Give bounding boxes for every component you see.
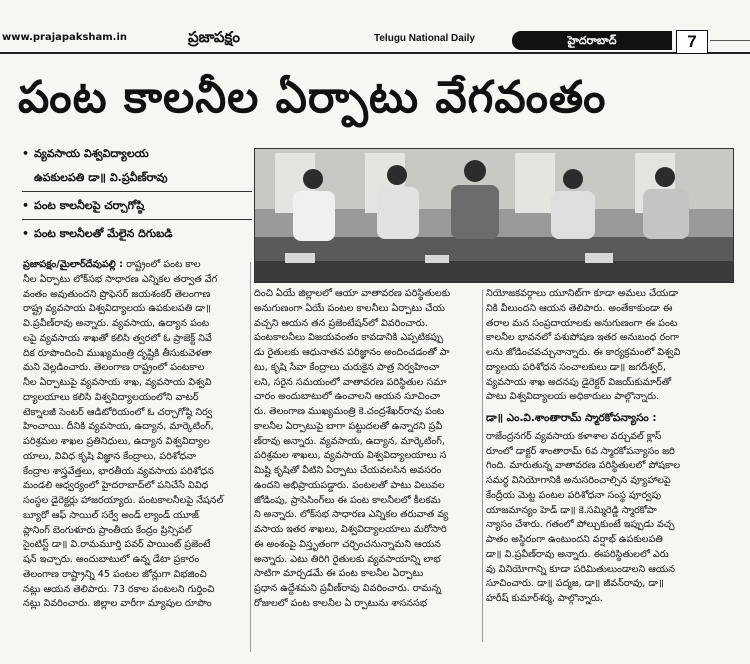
article-line: షన్ ఇచ్చారు. అందుబాటులో ఉన్న డేటా ప్రకారం xyxy=(23,554,200,565)
article-line: ద్యాలయ పరిశోధన సంచాలకులు డా॥ జగదీశ్వర్, xyxy=(486,361,666,373)
panel-discussion-image xyxy=(255,149,733,282)
dateline: ప్రజాపక్షం/మైలార్‌దేవుపల్లి : xyxy=(23,259,124,270)
masthead-rule xyxy=(710,40,750,41)
article-line: చారం అందుబాటులో ఉంచాలని ఆయన సూచించా xyxy=(254,391,441,403)
article-line: లని, సరైన సమయంలో వాతావరణ పరిస్థితుల సమా xyxy=(254,376,447,388)
highlight-line: • వ్యవసాయ విశ్వవిద్యాలయ xyxy=(34,147,149,160)
article-line: తెలంగాణ రాష్ట్రాన్ని 45 పంటల జోన్లుగా విభజించి xyxy=(23,568,207,580)
article-line: హరీష్ కుమార్‌శర్మ, పాల్గొన్నారు. xyxy=(486,593,603,604)
article-line: మని వెల్లడించారు. తెలంగాణ రాష్ట్రంలో పంటకాల xyxy=(23,362,205,374)
highlight-line: • పంట కాలనీలపై చర్చాగోష్ఠి xyxy=(34,199,145,212)
article-line: దించి ఏయే జిల్లాలలో ఆయా వాతావరణ పరిస్థితులకు xyxy=(254,288,451,299)
event-photo xyxy=(254,148,734,283)
article-line: జోడింపు, ప్రాసెసింగ్‌లు ఈ పంట కాలనీలలో కీలకమ xyxy=(254,494,441,506)
masthead xyxy=(0,0,750,54)
article-line: సంస్థల డైరెక్టర్లు హాజరయ్యారు. పంటకాలనీలపై నేషనల్ xyxy=(23,495,224,506)
article-line: సైంటిస్ట్ డా॥ వి.రామమూర్తి పవర్ పాయింట్ ప్రజెంటే xyxy=(23,539,211,551)
article-line: న్యాసం చేశారు. గతంలో పోల్చుకుంటే ఇప్పుడు వచ్చ xyxy=(486,519,675,531)
article-column-2 xyxy=(254,287,480,612)
article-line: నీల ఏర్పాటుపై వ్యవసాయ శాఖ, వ్యవసాయ విశ్వవి xyxy=(23,377,212,388)
article-line: ప్రధాన ఉద్దేశమని ప్రవీణ్‌రావు వివరించారు. రామన్న xyxy=(254,583,442,594)
highlight-item xyxy=(22,146,252,186)
article-line: యాలు, వివిధ కృషి విజ్ఞాన కేంద్రాలు, పరిశోధనా xyxy=(23,450,197,462)
highlights-box xyxy=(22,146,252,247)
article-line: అనుగుణంగా ఏయే పంటల కాలనీలు ఏర్పాటు చేయ xyxy=(254,302,445,314)
article-line: నీల ఏర్పాటు లోక్‌సభ సాధారణ ఎన్నికల తర్వాత వేగ xyxy=(23,273,218,285)
article-line: కాలనీల భావనలో పశుపోషణ ఇతర అనుబంధ రంగా xyxy=(486,332,679,344)
article-column-1 xyxy=(23,258,248,612)
paper-tagline: Telugu National Daily xyxy=(374,33,475,44)
article-line: వసాయ ఇతర శాఖలు, విశ్వవిద్యాలయాలు మరోసారి xyxy=(254,524,447,535)
article-column-3 xyxy=(486,287,732,607)
article-line: రోజులలో పంట కాలనీల ఏ ర్పాటును శాసనసభ xyxy=(254,597,427,609)
article-line xyxy=(23,258,248,273)
article-line: రాష్ట్ర వ్యవసాయ విశ్వవిద్యాలయ ఉపకులపతి డా॥ xyxy=(23,303,211,315)
article-line: నట్లు ఆయన తెలిపారు. 73 రకాల పంటలని గుర్తించి xyxy=(23,583,215,595)
article-line: తరాల మన సంప్రదాయాలకు అనుగుణంగా ఈ పంట xyxy=(486,317,678,329)
city-tab: హైదరాబాద్ xyxy=(512,31,672,50)
article-line: ప్లానింగ్ బెంగుళూరు ప్రాంతీయ కేంద్రం ప్రిన్సిపల్ xyxy=(23,524,192,536)
highlight-line: • పంట కాలనీలతో మేలైన దిగుబడి xyxy=(34,227,173,240)
article-line: డా॥ వి.ప్రవీణ్‌రావు అన్నారు. ఈపరిస్థితులలో ఎరు xyxy=(486,548,669,560)
article-line: కేంద్రాల శాస్త్రవేత్తలు, భారతీయ వ్యవసాయ పరిశోధన xyxy=(23,465,214,477)
article-text: రాష్ట్రంలో పంట కాల xyxy=(126,259,201,270)
article-line: పరిశ్రమల శాఖలు, వ్యవసాయ విశ్వవిద్యాలయాలు స xyxy=(254,450,447,462)
highlight-item xyxy=(22,198,252,214)
highlight-divider xyxy=(22,219,252,220)
article-line: హించాయి. దీనికి వ్యవసాయ, ఉద్యాన, మార్కెటింగ్, xyxy=(23,421,214,433)
article-line: గింది. మారుతున్న వాతావరణ పరిస్థితులలో పోషకాల xyxy=(486,460,681,472)
article-line: దిక రూపొందించి ముఖ్యమంత్రి దృష్టికి తీసుకువెళతా xyxy=(23,347,212,359)
article-line: నియోజకవర్గాలు యూనిట్‌గా కూడా అమలు చేయడా xyxy=(486,288,679,299)
paper-name-logo: ప్రజాపక్షం xyxy=(188,28,240,46)
page-number: 7 xyxy=(676,30,708,54)
article-line: పంటకాలనీలు విజయవంతం కావడానికి ఎప్పటికప్పు xyxy=(254,332,444,344)
article-line: రూంలో డాక్టర్ శాంతారామ్ 6వ స్మారకోపన్యాసం జరి xyxy=(486,445,675,457)
article-line: సూచించారు. డా॥ పద్మజ, డా॥ జీవన్‌రావు, డా॥ xyxy=(486,578,664,590)
article-line: వు వినియోగాన్ని కూడా పరిమితులుండాలని ఆయన xyxy=(486,563,675,575)
article-line: యాజమాన్యం హెడ్ డా॥ కె.సమ్మిరెడ్డి స్మారకోపా xyxy=(486,504,657,516)
article-line: ని అన్నారు. లోక్‌సభ సాధారణ ఎన్నికల తరువాత వ్య xyxy=(254,509,449,521)
article-line: వ్యవసాయ శాఖ అదనపు డైరెక్టర్ విజయ్‌కుమార్‌తో xyxy=(486,376,672,388)
column-divider xyxy=(250,262,251,652)
article-line: మండలి ఆధ్వర్యంలో హైదరాబాద్‌లో పనిచేసే వివిధ xyxy=(23,480,209,492)
article-line: అన్నారు. ఎటు తిరిగి రైతులకు వ్యవసాయాన్ని లాభ xyxy=(254,553,441,565)
article-line: నట్లు వివరించారు. జిల్లాల వారీగా మ్యాపుల రూపొం xyxy=(23,598,212,610)
article-line: వచ్చని ఆయన తన ప్రజెంటేషన్‌లో వివరించారు. xyxy=(254,317,428,329)
article-line: పరిశ్రమల శాఖల ప్రతినిధులు, ఉద్యాన విశ్వవిద్యాల xyxy=(23,436,210,447)
article-line: ఈ అంశంపై విస్తృతంగా చర్చించనున్నామని ఆయన xyxy=(254,538,441,550)
article-line: రాజేంద్రనగర్ వ్యవసాయ కళాశాల వర్చువల్ క్లాస్ xyxy=(486,430,662,442)
article-line: సమర్థ వినియోగానికి అనుసరించాల్సిన వ్యూహాలపై xyxy=(486,475,671,486)
article-line: ణ్‌రావు అన్నారు. వ్యవసాయ, ఉద్యాన, మార్కెటింగ్, xyxy=(254,435,445,447)
article-line: మిష్టి కృషితో వీటిని ఏర్పాటు చేయవలసిన అవసరం xyxy=(254,465,442,476)
article-line: బ్యూరో ఆఫ్ సాయిల్ సర్వే అండ్ ల్యాండ్ యూజ్ xyxy=(23,509,199,521)
highlight-divider xyxy=(22,191,252,192)
highlight-line: ఉపకులపతి డా॥ వి.ప్రవీణ్‌రావు xyxy=(34,171,168,184)
highlight-item xyxy=(22,226,252,242)
article-line: డు రైతులకు ఆధునాతన పరిజ్ఞానం అందించడంతో పా xyxy=(254,347,450,358)
article-line: నికి వీలుందని ఆయన తెలిపారు. అంతేకాకుండా ఈ xyxy=(486,302,673,314)
article-line: కేంద్రీయ మెట్ట పంటల పరిశోధనా సంస్థ పూర్వపు xyxy=(486,489,662,501)
article-line: ఉందని అభిప్రాయపడ్డారు. పంటలతో పాటు విలువల xyxy=(254,479,445,491)
article-line: రు. తెలంగాణ ముఖ్యమంత్రి కె.చంద్రశేఖర్‌రావు పంట xyxy=(254,406,445,417)
article-line: లపై వ్యవసాయ శాఖతో కలిసి త్వరలో ఓ ప్రాజెక్ట్ నివే xyxy=(23,332,212,344)
article-line: టు, కృషి సేవా కేంద్రాలు చురుకైన పాత్ర నిర్వహించా xyxy=(254,361,440,373)
article-line: వి.ప్రవీణ్‌రావు అన్నారు. వ్యవసాయ, ఉద్యాన పంట xyxy=(23,318,210,329)
column-divider xyxy=(482,290,483,642)
article-line: వంతం అవుతుందని ప్రొఫెసర్ జయశంకర్ తెలంగాణ xyxy=(23,288,211,300)
article-line: లను జోడించవచ్చునాన్నారు. ఈ కార్యక్రమంలో విశ్వవి xyxy=(486,347,681,358)
headline: పంట కాలనీల ఏర్పాటు వేగవంతం xyxy=(18,72,607,123)
article-line: కాలనీల ఏర్పాటుపై బాగా పట్టుదలతో ఉన్నారని ప్రవీ xyxy=(254,420,443,432)
article-line: ద్యాలయాలు కలిసి విశ్వవిద్యాలయంలోని వాటర్ xyxy=(23,391,199,403)
article-line: టెక్నాలజీ సెంటర్ ఆడిటోరియంలో ఓ చర్చాగోష్ఠి నిర్వ xyxy=(23,406,213,418)
article-line: సాటిగా మార్చడమే ఈ పంట కాలనీల ఏర్పాటు xyxy=(254,568,424,580)
article-line: పాతం అస్థిరంగా ఉంటుందని వర్షాభ్ ఉపకులపతి xyxy=(486,534,663,545)
column-subhead: డా॥ ఎం.వి.శాంతారామ్ స్మారకోపన్యాసం : xyxy=(486,412,657,424)
site-url[interactable]: www.prajapaksham.in xyxy=(2,32,128,43)
article-line: పాటు విశ్వవిద్యాలయ అధికారులు పాల్గొన్నారు. xyxy=(486,391,660,403)
